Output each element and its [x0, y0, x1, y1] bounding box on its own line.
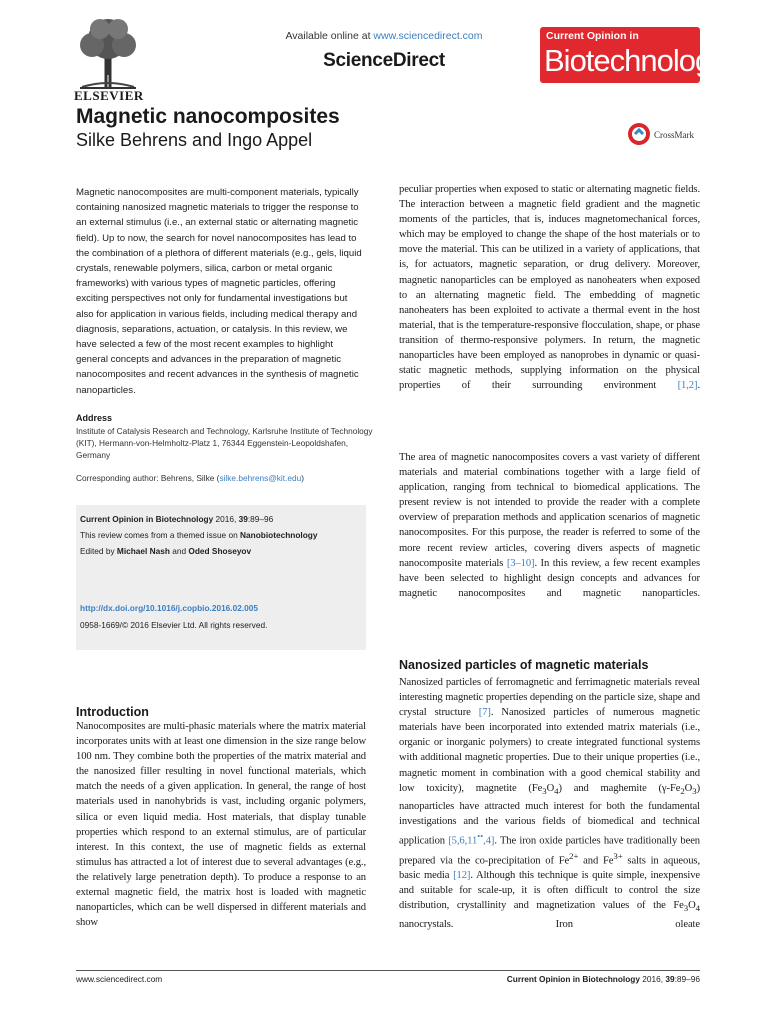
footer-website[interactable]: www.sciencedirect.com: [76, 974, 163, 984]
introduction-text: Nanocomposites are multi-phasic materials where the matrix material incorporates units with at least one dimension in the size range below 100 nm. They combine both the properties of the matrix material and the nanosized filler resulting in novel functional materials, which match the needs of a given application. In general, the range of host materials used in nanohybrids is vast, including organic polymers, silica or even liquid media. Host materials, that display tunable properties which respond to an external stimulus, are of particular interest. In this context, the use of magnetic fields as external stimulus has attracted a lot of interest due to several advantages (e.g., the relatively large penetration depth). To produce a response to an external magnetic field, the matrix host is loaded with magnetic nanoparticles, which can be well dispersed in different materials and show: [76, 721, 366, 929]
subscript: 3: [683, 903, 689, 914]
subscript: 3: [692, 785, 697, 796]
info-editor-2: Oded Shoseyov: [188, 546, 252, 556]
right-p1-text: peculiar properties when exposed to static or alternating magnetic fields. The interaction between a magnetic field gradient and the magnetic moments of the particles, that is, induces magnetomechanical forces, which may be employed to change the shape of the host materials or to move the material. This can be utilized in a variety of applications, that is, for actuators, magnetic separation, or drug delivery. Moreover, magnetic nanoparticles can be employed as nanoheaters when exposed to an alternating magnetic field. The embedding of magnetic nanoheaters has been exploited to activate a thermal event in the host material, that is the temperature-responsive flocculation, shape, or phase transition of thermo-responsive polymers. In return, the magnetic nanoparticles have been employed as nanoprobes in dynamic or quasi-static magnetic methods, supplying information on the physical properties of their surrounding environment: [399, 184, 700, 392]
footer-year: 2016,: [640, 974, 666, 984]
citation-link[interactable]: [1,2]: [677, 380, 698, 392]
info-pages: :89–96: [247, 514, 274, 524]
p3-text: and Fe: [578, 855, 614, 867]
corresponding-suffix: ): [301, 473, 304, 483]
superscript: 2+: [569, 850, 579, 861]
subscript: 4: [554, 785, 559, 796]
sciencedirect-brand: ScienceDirect: [323, 50, 445, 71]
right-p2-end: . In this review, a few recent examples have been selected to highlight design concepts and advances for magnetic nanocomposites and magnetic nanoparticles.: [399, 557, 700, 599]
journal-logo-main: Biotechnology: [544, 43, 726, 78]
journal-logo: [540, 27, 726, 83]
info-edited-prefix: Edited by: [80, 546, 117, 556]
citation-link[interactable]: [3–10]: [506, 557, 535, 569]
subscript: 4: [695, 903, 700, 914]
article-info-box: [76, 505, 366, 650]
right-paragraph-2: [399, 450, 700, 601]
p3-text: Nanosized particles of ferromagnetic and ferrimagnetic materials reveal interesting magnetic properties depending on the particle size, shape and crystal structure: [399, 677, 700, 719]
p3-text: O: [684, 782, 693, 794]
address-heading: Address: [76, 413, 113, 423]
footer-volume: 39: [665, 974, 675, 984]
article-authors: Silke Behrens and Ingo Appel: [76, 130, 313, 150]
info-and: and: [169, 546, 189, 556]
doi-link[interactable]: http://dx.doi.org/10.1016/j.copbio.2016.02.005: [80, 603, 258, 613]
publisher-name: ELSEVIER: [74, 88, 144, 103]
right-paragraph-3: [399, 675, 700, 932]
superscript: 3+: [613, 850, 623, 861]
corresponding-author: [76, 473, 376, 483]
subscript: 3: [542, 785, 547, 796]
info-copyright: 0958-1669/© 2016 Elsevier Ltd. All rights reserved.: [80, 620, 268, 630]
info-theme-name: Nanobiotechnology: [240, 530, 318, 540]
citation-link[interactable]: [5,6,11: [448, 835, 478, 847]
p3-text: . Although this technique is quite simple, inexpensive and suitable for scale-up, it is often difficult to control the size distribution, crystallinity and magnetization values of the Fe: [399, 870, 700, 912]
info-year: 2016,: [213, 514, 239, 524]
corresponding-email-link[interactable]: silke.behrens@kit.edu: [219, 473, 302, 483]
footer-divider: [76, 970, 700, 971]
p3-text: . The iron oxide particles have traditionally been prepared via the co-precipitation of Fe: [399, 835, 701, 867]
nanosized-particles-heading: Nanosized particles of magnetic materials: [399, 658, 649, 672]
available-prefix: Available online at: [285, 30, 374, 42]
info-citation: [80, 514, 273, 524]
citation-link[interactable]: ,4]: [483, 835, 495, 847]
right-p1-end: .: [697, 380, 700, 392]
footer-pages: :89–96: [674, 974, 700, 984]
citation-link[interactable]: [12]: [453, 870, 471, 882]
info-theme: [80, 530, 317, 540]
p3-text: O: [546, 782, 555, 794]
footer-citation: [470, 974, 700, 984]
info-editor-1: Michael Nash: [116, 546, 170, 556]
journal-logo-top: Current Opinion in: [546, 30, 639, 42]
article-title: Magnetic nanocomposites: [76, 105, 340, 128]
address-text: Institute of Catalysis Research and Technology, Karlsruhe Institute of Technology (KIT), Hermann-von-Helmholtz-Platz 1, 76344 Eggenstein-Leopoldshafen, Germany: [76, 426, 373, 460]
recommended-marker: ••: [477, 831, 484, 842]
abstract: Magnetic nanocomposites are multi-component materials, typically containing nanosized magnetic materials to trigger the response to an external stimulus (i.e., an external static or alternating magnetic field). Up to now, the search for novel nanocomposites has lead to the combination of a plethora of different materials (e.g., gels, liquid crystals, renewable polymers, silica, carbon or metal organic frameworks) with various types of magnetic particles, offering exciting perspectives not only for fundamental investigations but also for application in various fields, including medical therapy and diagnosis, separations, actuation, or catalysis. In this review, we have selected a few of the most recent examples to highlight general concepts and advances in the preparation of magnetic nanocomposites and recent advances in the synthesis of magnetic nanoparticles.: [76, 187, 362, 396]
corresponding-prefix: Corresponding author: Behrens, Silke (: [76, 473, 220, 483]
info-editors: [80, 546, 251, 556]
citation-link[interactable]: [7]: [478, 707, 491, 719]
info-theme-prefix: This review comes from a themed issue on: [80, 530, 241, 540]
p3-text: . Nanosized particles of numerous magnetic materials have been incorporated into extended matrix materials (i.e., organic or inorganic polymers) to create integrated functional systems with additional magnetic properties. Due to their unique properties (i.e., magnetic moment in combination with a good chemical stability and low toxicity), magnetite (Fe: [399, 707, 700, 794]
info-volume: 39: [238, 514, 248, 524]
crossmark-icon: [626, 120, 704, 150]
info-journal: Current Opinion in Biotechnology: [80, 514, 214, 524]
p3-text: O: [688, 900, 696, 912]
crossmark-label: CrossMark: [654, 130, 694, 140]
p3-text: ) and maghemite (γ-Fe: [558, 782, 681, 794]
sciencedirect-link[interactable]: www.sciencedirect.com: [373, 30, 483, 42]
subscript: 2: [680, 785, 685, 796]
p3-text: nanocrystals. Iron oleate: [399, 918, 700, 930]
p3-text: ) nanoparticles have attracted much interest for both the fundamental investigations and the various fields of biomedical and technical application: [399, 782, 700, 847]
right-p2-text: The area of magnetic nanocomposites covers a vast variety of different materials and material combinations together with a large field of application, ranging from technical to biomedical applications. The present review is not intended to provide the reader with a complete overview of preparation methods and application scenarios of magnetic nanocomposites. For this purpose, the reader is referred to some of the more recent review articles, covering divers aspects of magnetic nanocomposite materials: [399, 452, 700, 569]
info-doi: [80, 603, 258, 613]
p3-text: salts in aqueous, basic media: [399, 855, 700, 882]
crossmark-badge[interactable]: [626, 120, 704, 155]
right-paragraph-1: [399, 182, 700, 393]
footer-journal: Current Opinion in Biotechnology: [506, 974, 640, 984]
introduction-heading: Introduction: [76, 705, 149, 719]
